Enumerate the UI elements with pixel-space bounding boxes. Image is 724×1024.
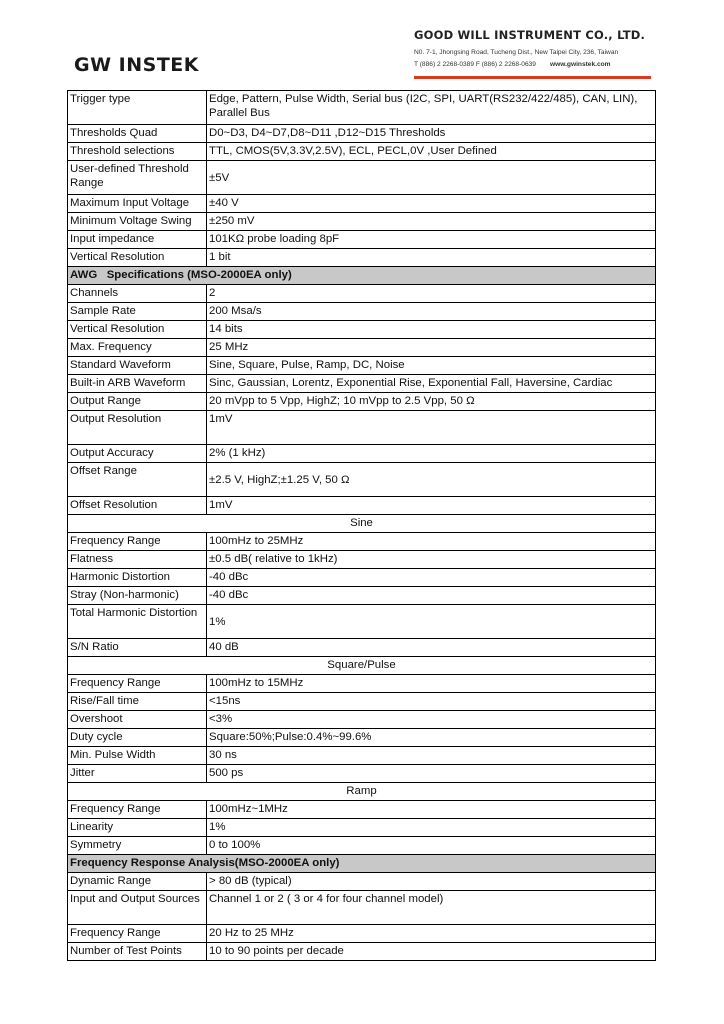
spec-value: > 80 dB (typical) xyxy=(207,873,656,891)
spec-label: Overshoot xyxy=(68,711,207,729)
table-row xyxy=(68,711,656,729)
table-row xyxy=(68,411,656,445)
spec-value: 1mV xyxy=(207,411,656,445)
spec-label: Output Resolution xyxy=(68,411,207,445)
company-info xyxy=(414,28,664,68)
table-row xyxy=(68,551,656,569)
table-row xyxy=(68,587,656,605)
table-row xyxy=(68,303,656,321)
spec-value: 25 MHz xyxy=(207,339,656,357)
spec-label: Frequency Range xyxy=(68,533,207,551)
spec-value: 200 Msa/s xyxy=(207,303,656,321)
table-row xyxy=(68,321,656,339)
spec-label: Dynamic Range xyxy=(68,873,207,891)
spec-value: 14 bits xyxy=(207,321,656,339)
spec-value: Square:50%;Pulse:0.4%~99.6% xyxy=(207,729,656,747)
spec-label: Rise/Fall time xyxy=(68,693,207,711)
company-contact xyxy=(414,61,664,68)
spec-label: Duty cycle xyxy=(68,729,207,747)
company-phone: T (886) 2 2268-0389 F (886) 2 2268-0639 xyxy=(414,61,536,68)
square-subsection-title: Square/Pulse xyxy=(68,657,656,675)
spec-label: S/N Ratio xyxy=(68,639,207,657)
spec-value: 100mHz to 15MHz xyxy=(207,675,656,693)
header-accent-rule xyxy=(414,76,651,79)
table-row xyxy=(68,693,656,711)
table-row xyxy=(68,943,656,961)
spec-label: Minimum Voltage Swing xyxy=(68,213,207,231)
spec-label: Offset Range xyxy=(68,463,207,497)
table-row xyxy=(68,195,656,213)
table-row xyxy=(68,837,656,855)
table-row xyxy=(68,925,656,943)
spec-value: 0 to 100% xyxy=(207,837,656,855)
table-row xyxy=(68,533,656,551)
spec-value: <15ns xyxy=(207,693,656,711)
table-row xyxy=(68,497,656,515)
spec-label: Frequency Range xyxy=(68,801,207,819)
spec-value: 500 ps xyxy=(207,765,656,783)
spec-value: 1% xyxy=(207,605,656,639)
spec-label: Input and Output Sources xyxy=(68,891,207,925)
spec-label: Offset Resolution xyxy=(68,497,207,515)
spec-value: 40 dB xyxy=(207,639,656,657)
spec-label: Symmetry xyxy=(68,837,207,855)
spec-value: 2% (1 kHz) xyxy=(207,445,656,463)
spec-label: Jitter xyxy=(68,765,207,783)
section-header xyxy=(68,267,656,285)
table-row xyxy=(68,339,656,357)
table-row xyxy=(68,143,656,161)
spec-label: Built-in ARB Waveform xyxy=(68,375,207,393)
table-row xyxy=(68,231,656,249)
spec-label: User-defined Threshold Range xyxy=(68,161,207,195)
spec-table xyxy=(67,90,656,961)
sine-subsection-title: Sine xyxy=(68,515,656,533)
table-row xyxy=(68,873,656,891)
table-row xyxy=(68,125,656,143)
spec-value: TTL, CMOS(5V,3.3V,2.5V), ECL, PECL,0V ,User Defined xyxy=(207,143,656,161)
table-row xyxy=(68,445,656,463)
spec-value: 101KΩ probe loading 8pF xyxy=(207,231,656,249)
spec-label: Harmonic Distortion xyxy=(68,569,207,587)
spec-label: Standard Waveform xyxy=(68,357,207,375)
spec-label: Total Harmonic Distortion xyxy=(68,605,207,639)
spec-value: ±5V xyxy=(207,161,656,195)
spec-label: Sample Rate xyxy=(68,303,207,321)
table-row xyxy=(68,375,656,393)
table-row xyxy=(68,463,656,497)
spec-value: Edge, Pattern, Pulse Width, Serial bus (I2C, SPI, UART(RS232/422/485), CAN, LIN), Parallel Bus xyxy=(207,91,656,125)
table-row xyxy=(68,357,656,375)
table-row xyxy=(68,161,656,195)
table-row xyxy=(68,569,656,587)
spec-value: 2 xyxy=(207,285,656,303)
spec-value: Sinc, Gaussian, Lorentz, Exponential Rise, Exponential Fall, Haversine, Cardiac xyxy=(207,375,656,393)
table-row xyxy=(68,801,656,819)
spec-value: 20 mVpp to 5 Vpp, HighZ; 10 mVpp to 2.5 Vpp, 50 Ω xyxy=(207,393,656,411)
spec-label: Thresholds Quad xyxy=(68,125,207,143)
spec-value: <3% xyxy=(207,711,656,729)
table-row xyxy=(68,639,656,657)
spec-label: Number of Test Points xyxy=(68,943,207,961)
section-header xyxy=(68,855,656,873)
spec-label: Stray (Non-harmonic) xyxy=(68,587,207,605)
spec-label: Vertical Resolution xyxy=(68,249,207,267)
logo-text: GW INSTEK xyxy=(74,54,199,76)
table-row xyxy=(68,213,656,231)
spec-label: Max. Frequency xyxy=(68,339,207,357)
spec-label: Linearity xyxy=(68,819,207,837)
gwinstek-logo xyxy=(74,54,199,76)
table-row xyxy=(68,765,656,783)
spec-label: Min. Pulse Width xyxy=(68,747,207,765)
spec-label: Frequency Range xyxy=(68,675,207,693)
subsection-header xyxy=(68,515,656,533)
spec-value: 1mV xyxy=(207,497,656,515)
spec-label: Frequency Range xyxy=(68,925,207,943)
spec-label: Trigger type xyxy=(68,91,207,125)
spec-label: Vertical Resolution xyxy=(68,321,207,339)
table-row xyxy=(68,675,656,693)
spec-label: Channels xyxy=(68,285,207,303)
spec-label: Maximum Input Voltage xyxy=(68,195,207,213)
spec-value: 10 to 90 points per decade xyxy=(207,943,656,961)
spec-label: Output Range xyxy=(68,393,207,411)
spec-value: D0~D3, D4~D7,D8~D11 ,D12~D15 Thresholds xyxy=(207,125,656,143)
spec-value: 30 ns xyxy=(207,747,656,765)
spec-value: 20 Hz to 25 MHz xyxy=(207,925,656,943)
table-row xyxy=(68,393,656,411)
subsection-header xyxy=(68,783,656,801)
company-name: GOOD WILL INSTRUMENT CO., LTD. xyxy=(414,28,646,42)
spec-value: ±250 mV xyxy=(207,213,656,231)
spec-value: 100mHz~1MHz xyxy=(207,801,656,819)
spec-value: 1 bit xyxy=(207,249,656,267)
table-row xyxy=(68,747,656,765)
fra-section-title: Frequency Response Analysis(MSO-2000EA only) xyxy=(68,855,656,873)
spec-label: Output Accuracy xyxy=(68,445,207,463)
spec-value: ±2.5 V, HighZ;±1.25 V, 50 Ω xyxy=(207,463,656,497)
company-address: N0. 7-1, Jhongsing Road, Tucheng Dist., New Taipei City, 236, Taiwan xyxy=(414,49,619,56)
spec-value: 1% xyxy=(207,819,656,837)
table-row xyxy=(68,285,656,303)
spec-value: 100mHz to 25MHz xyxy=(207,533,656,551)
spec-value: -40 dBc xyxy=(207,587,656,605)
table-row xyxy=(68,91,656,125)
spec-label: Threshold selections xyxy=(68,143,207,161)
spec-value: ±0.5 dB( relative to 1kHz) xyxy=(207,551,656,569)
awg-section-title: AWG Specifications (MSO-2000EA only) xyxy=(68,267,656,285)
subsection-header xyxy=(68,657,656,675)
table-row xyxy=(68,891,656,925)
company-website: www.gwinstek.com xyxy=(549,61,611,68)
spec-value: ±40 V xyxy=(207,195,656,213)
spec-label: Input impedance xyxy=(68,231,207,249)
spec-value: -40 dBc xyxy=(207,569,656,587)
table-row xyxy=(68,605,656,639)
table-row xyxy=(68,729,656,747)
spec-value: Sine, Square, Pulse, Ramp, DC, Noise xyxy=(207,357,656,375)
spec-label: Flatness xyxy=(68,551,207,569)
table-row xyxy=(68,249,656,267)
ramp-subsection-title: Ramp xyxy=(68,783,656,801)
spec-value: Channel 1 or 2 ( 3 or 4 for four channel model) xyxy=(207,891,656,925)
table-row xyxy=(68,819,656,837)
